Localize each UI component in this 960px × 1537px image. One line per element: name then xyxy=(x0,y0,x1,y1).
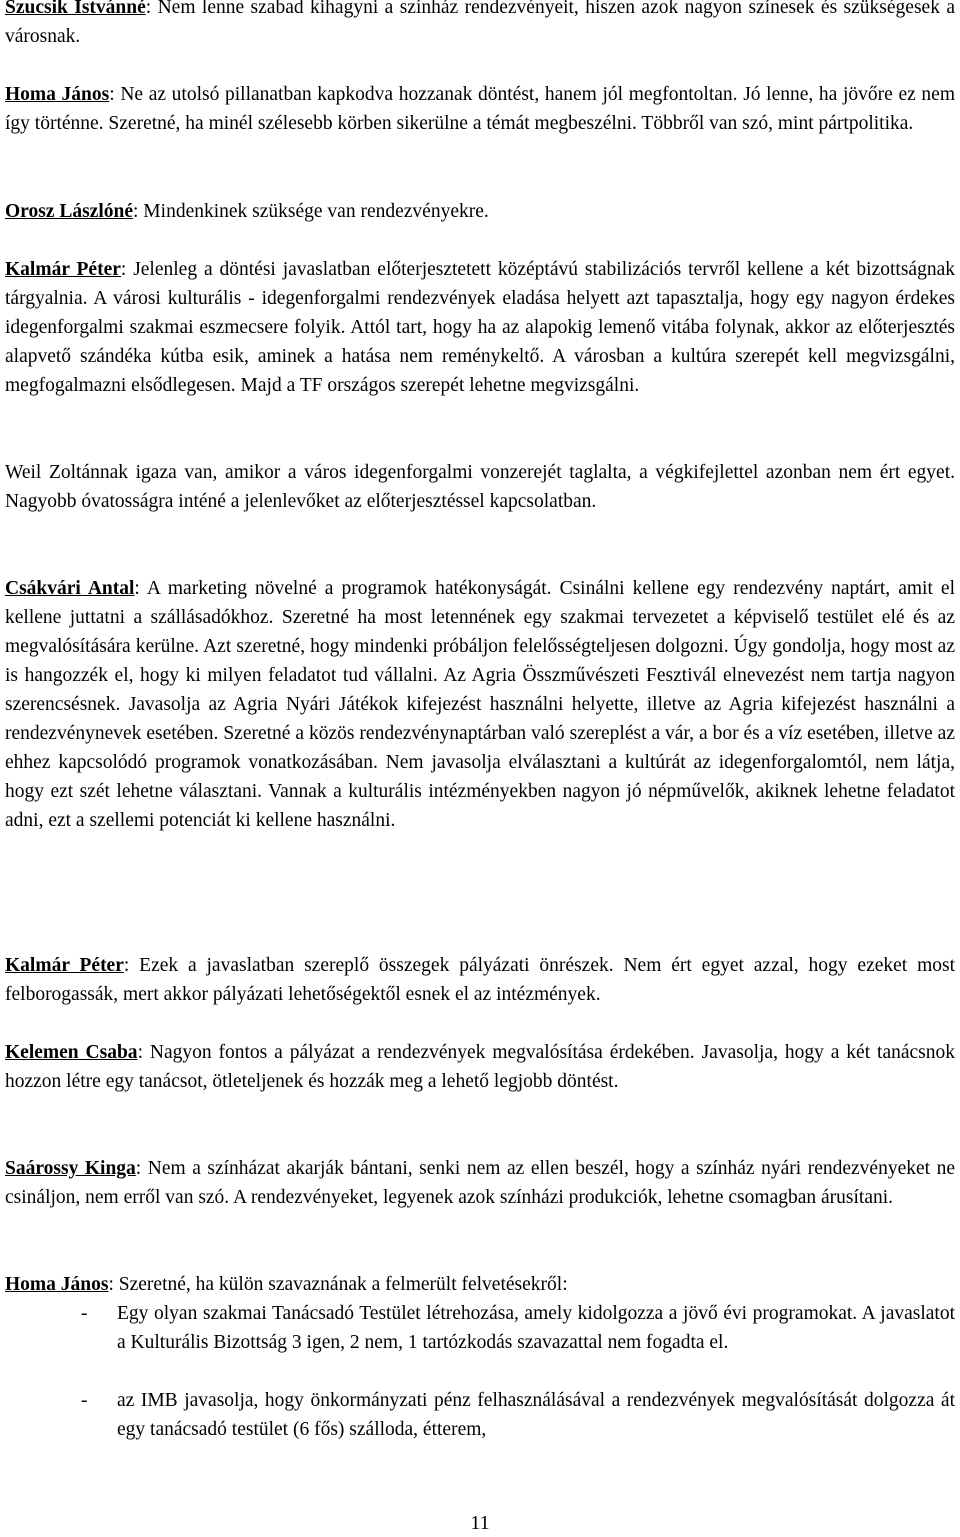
paragraph-text: Weil Zoltánnak igaza van, amikor a város idegenforgalmi vonzerejét taglalta, a végkifejlettel azonban nem ért egyet. Nagyobb óvatosságra inténé a jelenlevőket az előterjesztéssel kapcsolatban. xyxy=(5,462,955,512)
paragraph-kalmar-2 xyxy=(5,951,955,1009)
paragraph-homa-2 xyxy=(5,1270,955,1299)
speaker-name: Kelemen Csaba xyxy=(5,1042,138,1063)
speaker-name: Csákvári Antal xyxy=(5,578,135,599)
paragraph-kalmar-1-continuation xyxy=(5,458,955,516)
bullet-item xyxy=(5,1299,955,1357)
paragraph-text: : A marketing növelné a programok hatékonyságát. Csinálni kellene egy rendezvény naptárt, amit el kellene juttatni a szállásadókhoz. Szeretné ha most letennének egy szakmai tervezetet a képviselő testület elé és az megvalósítására kerülne. Azt szeretné, hogy mindenki próbáljon felelősségteljesen dolgozni. Úgy gondolja, hogy most az is hangozzék el, hogy ki milyen feladatot tud vállalni. Az Agria Összművészeti Fesztivál elnevezést nem tartja nagyon szerencsésnek. Javasolja az Agria Nyári Játékok kifejezést használni helyette, illetve az Agria kifejezést használni a rendezvénynevek esetében. Szeretné a közös rendezvénynaptárban való szereplést a vár, a bor és a víz esetében, illetve az ehhez kapcsolódó programok vonatkozásában. Nem javasolja elválasztani a kultúrát az idegenforgalomtól, nem látja, hogy ezt szét lehetne választani. Vannak a kulturális intézményekben nagyon jó népművelők, akiknek lehetne feladatot adni, ezt a szellemi potenciát ki kellene használni. xyxy=(5,578,955,831)
speaker-name: Homa János xyxy=(5,1274,109,1295)
page-number: 11 xyxy=(470,1512,490,1534)
paragraph-text: : Nem lenne szabad kihagyni a színház rendezvényeit, hiszen azok nagyon színesek és szükségesek a városnak. xyxy=(5,0,956,47)
paragraph-csakvari xyxy=(5,574,955,835)
bullet-item xyxy=(5,1386,955,1444)
bullet-dash: - xyxy=(81,1390,88,1411)
bullet-dash: - xyxy=(81,1303,88,1324)
speaker-name: Kalmár Péter xyxy=(5,259,121,280)
paragraph-text: : Nagyon fontos a pályázat a rendezvények megvalósítása érdekében. Javasolja, hogy a két tanácsnok hozzon létre egy tanácsot, ötleteljenek és hozzák meg a lehető legjobb döntést. xyxy=(5,1042,955,1092)
paragraph-text: : Szeretné, ha külön szavaznának a felmerült felvetésekről: xyxy=(108,1274,568,1295)
paragraph-text: : Nem a színházat akarják bántani, senki nem az ellen beszél, hogy a színház nyári rendezvényeket ne csináljon, nem erről van szó. A rendezvényeket, legyenek azok színházi produkciók, lehetne csomagban árusítani. xyxy=(5,1158,955,1208)
speaker-name: Kalmár Péter xyxy=(5,955,124,976)
paragraph-kalmar-1 xyxy=(5,255,955,400)
bullet-text: az IMB javasolja, hogy önkormányzati pénz felhasználásával a rendezvények megvalósítását dolgozza át egy tanácsadó testület (6 fős) szálloda, étterem, xyxy=(117,1390,955,1440)
speaker-name: Orosz Lászlóné xyxy=(5,201,134,222)
speaker-name: Szucsik Istvánné xyxy=(5,0,146,18)
paragraph-saarossy xyxy=(5,1154,955,1212)
speaker-name: Homa János xyxy=(5,84,110,105)
paragraph-kelemen xyxy=(5,1038,955,1096)
bullet-text: Egy olyan szakmai Tanácsadó Testület létrehozása, amely kidolgozza a jövő évi programokat. A javaslatot a Kulturális Bizottság 3 igen, 2 nem, 1 tartózkodás szavazattal nem fogadta el. xyxy=(117,1303,955,1353)
paragraph-homa-1 xyxy=(5,80,955,138)
paragraph-text: : Ne az utolsó pillanatban kapkodva hozzanak döntést, hanem jól megfontoltan. Jó lenne, ha jövőre ez nem így történne. Szeretné, ha minél szélesebb körben sikerülne a témát megbeszélni. Többről van szó, mint pártpolitika. xyxy=(5,84,955,134)
paragraph-szucsik xyxy=(5,0,955,51)
paragraph-text: : Mindenkinek szüksége van rendezvényekre. xyxy=(133,201,489,222)
paragraph-orosz xyxy=(5,197,955,226)
paragraph-text: : Jelenleg a döntési javaslatban előterjesztetett középtávú stabilizációs tervről kellene a két bizottságnak tárgyalnia. A városi kulturális - idegenforgalmi rendezvények eladása helyett azt tapasztalja, hogy egy nagyon érdekes idegenforgalmi szakmai eszmecsere folyik. Attól tart, hogy ha az alapokig lemenő vitába folynak, akkor az előterjesztés alapvető szándéka kútba esik, aminek a hatása nem reménykeltő. A városban a kultúra szerepét kell megvizsgálni, megfogalmazni elsődlegesen. Majd a TF országos szerepét lehetne megvizsgálni. xyxy=(5,259,955,396)
paragraph-text: : Ezek a javaslatban szereplő összegek pályázati önrészek. Nem ért egyet azzal, hogy ezeket most felborogassák, mert akkor pályázati lehetőségektől esnek el az intézmények. xyxy=(5,955,955,1005)
speaker-name: Saárossy Kinga xyxy=(5,1158,136,1179)
